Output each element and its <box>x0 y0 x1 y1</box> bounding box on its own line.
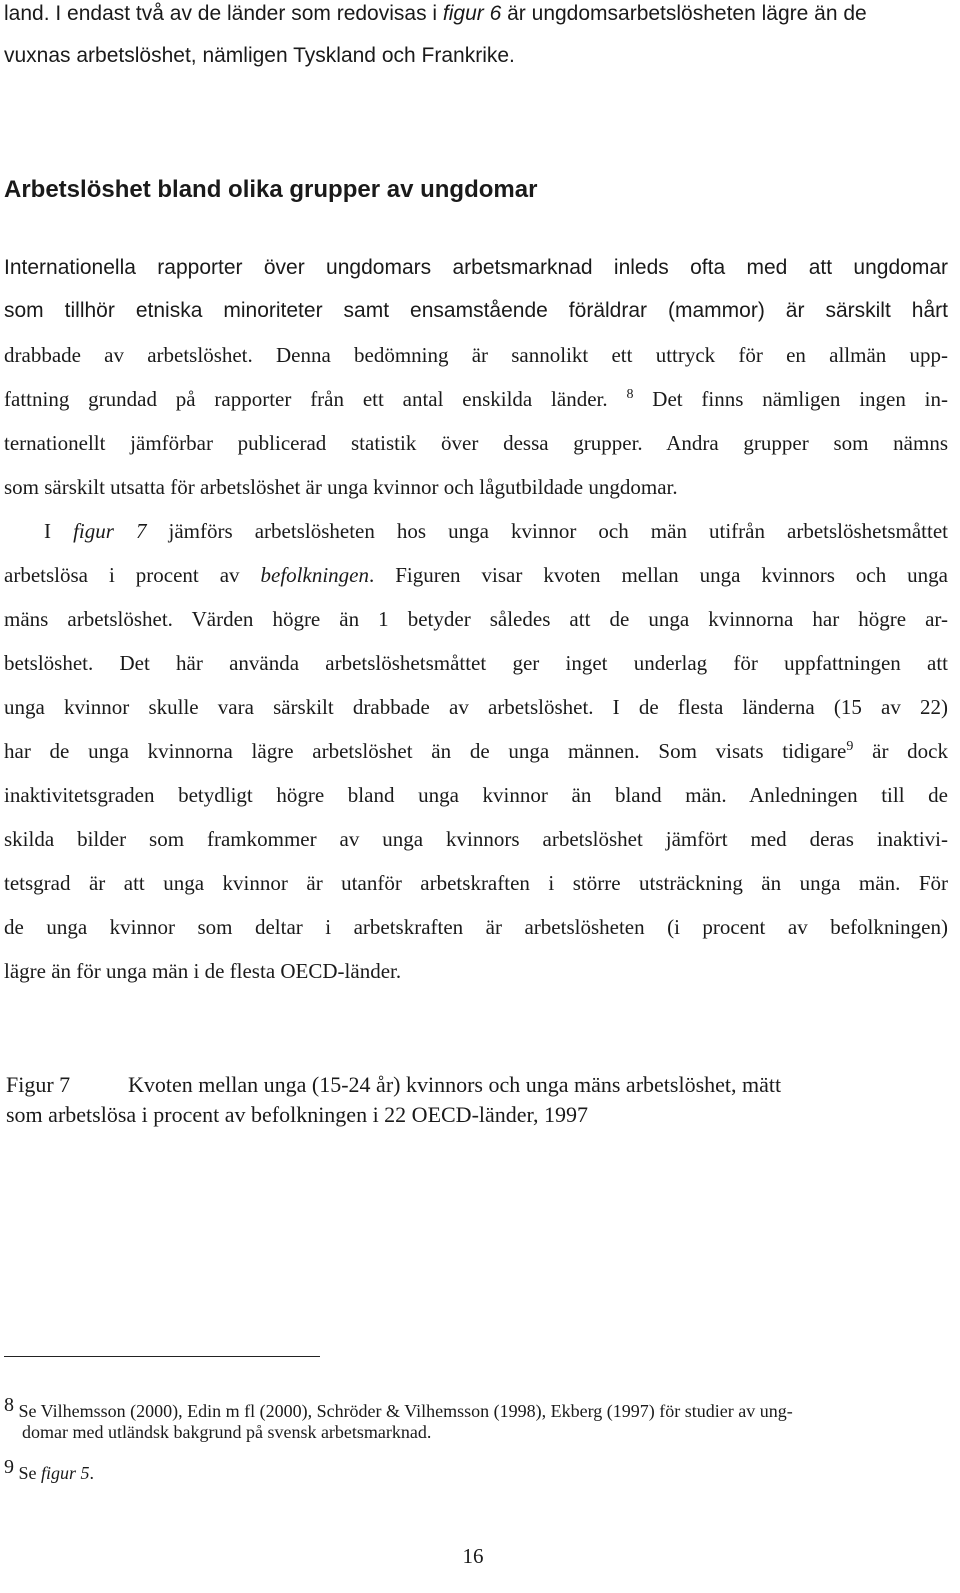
body-text-line: som särskilt utsatta för arbetslöshet är unga kvinnor och lågutbildade ungdomar. <box>4 475 678 499</box>
figure-caption-line <box>6 1072 781 1098</box>
body-text-line <box>4 563 948 588</box>
text-span: fattning grundad på rapporter från ett antal enskilda länder. <box>4 387 608 411</box>
figure-reference: figur 6 <box>442 2 502 25</box>
footnote-number: 8 <box>4 1394 14 1416</box>
text-span: är ungdomsarbetslösheten lägre än de <box>501 2 867 25</box>
page-number: 16 <box>462 1544 484 1568</box>
footnote-8 <box>4 1394 793 1422</box>
body-text-line <box>4 2 867 26</box>
figure-label: Figur 7 <box>6 1072 71 1097</box>
text-span: arbetslösa i procent av <box>4 563 261 587</box>
body-text-line: lägre än för unga män i de flesta OECD-länder. <box>4 959 402 983</box>
body-text-line: Internationella rapporter över ungdomars arbetsmarknad inleds ofta med att ungdomar <box>4 256 948 279</box>
footnote-reference: 8 <box>626 387 634 402</box>
footnote-reference: 9 <box>846 739 854 754</box>
section-heading: Arbetslöshet bland olika grupper av ungdomar <box>4 176 538 203</box>
body-text-line: som tillhör etniska minoriteter samt ensamstående föräldrar (mammor) är särskilt hårt <box>4 299 948 322</box>
body-text-line: unga kvinnor skulle vara särskilt drabbade av arbetslöshet. I de flesta länderna (15 av 22) <box>4 695 948 719</box>
body-text-line: vuxnas arbetslöshet, nämligen Tyskland och Frankrike. <box>4 44 515 67</box>
body-text-line: drabbade av arbetslöshet. Denna bedömning är sannolikt ett uttryck för en allmän upp- <box>4 343 948 367</box>
footnote-9 <box>4 1456 94 1484</box>
figure-caption-line: som arbetslösa i procent av befolkningen i 22 OECD-länder, 1997 <box>6 1102 588 1127</box>
text-span: har de unga kvinnorna lägre arbetslöshet än de unga männen. Som visats tidigare <box>4 739 847 763</box>
text-span: är dock <box>853 739 948 763</box>
body-text-line: tetsgrad är att unga kvinnor är utanför arbetskraften i större utsträckning än unga män. För <box>4 871 948 895</box>
body-text-line: inaktivitetsgraden betydligt högre bland unga kvinnor än bland män. Anledningen till de <box>4 783 948 807</box>
figure-reference: figur 5 <box>41 1463 90 1483</box>
body-text-line <box>4 739 948 764</box>
body-text-line: betslöshet. Det här använda arbetslöshetsmåttet ger inget underlag för uppfattningen att <box>4 651 948 675</box>
text-span: jämförs arbetslösheten hos unga kvinnor och män utifrån arbetslöshetsmåttet <box>146 519 948 543</box>
emphasis-text: befolkningen <box>260 563 369 587</box>
figure-reference: figur 7 <box>73 519 147 543</box>
body-text-line: mäns arbetslöshet. Värden högre än 1 betyder således att de unga kvinnorna har högre ar- <box>4 607 948 631</box>
footnote-separator <box>4 1356 320 1357</box>
body-text-line: ternationellt jämförbar publicerad statistik över dessa grupper. Andra grupper som nämns <box>4 431 948 455</box>
text-span: Det finns nämligen ingen in- <box>633 387 949 411</box>
footnote-number: 9 <box>4 1456 14 1478</box>
body-text-line: de unga kvinnor som deltar i arbetskraften är arbetslösheten (i procent av befolkningen) <box>4 915 948 939</box>
text-span: I <box>44 519 74 543</box>
figure-caption-text: Kvoten mellan unga (15-24 år) kvinnors och unga mäns arbetslöshet, mätt <box>128 1072 782 1097</box>
footnote-text: . <box>89 1463 95 1483</box>
body-text-line <box>4 387 948 412</box>
footnote-text: Se <box>18 1463 41 1483</box>
footnote-text: Se Vilhemsson (2000), Edin m fl (2000), Schröder & Vilhemsson (1998), Ekberg (1997) för studier av ung- <box>18 1401 793 1421</box>
text-span: . Figuren visar kvoten mellan unga kvinnors och unga <box>368 563 948 587</box>
text-span: land. I endast två av de länder som redovisas i <box>4 2 443 25</box>
body-text-line: skilda bilder som framkommer av unga kvinnors arbetslöshet jämfört med deras inaktivi- <box>4 827 948 851</box>
body-text-line <box>44 519 948 544</box>
footnote-8-continuation: domar med utländsk bakgrund på svensk arbetsmarknad. <box>22 1422 432 1442</box>
